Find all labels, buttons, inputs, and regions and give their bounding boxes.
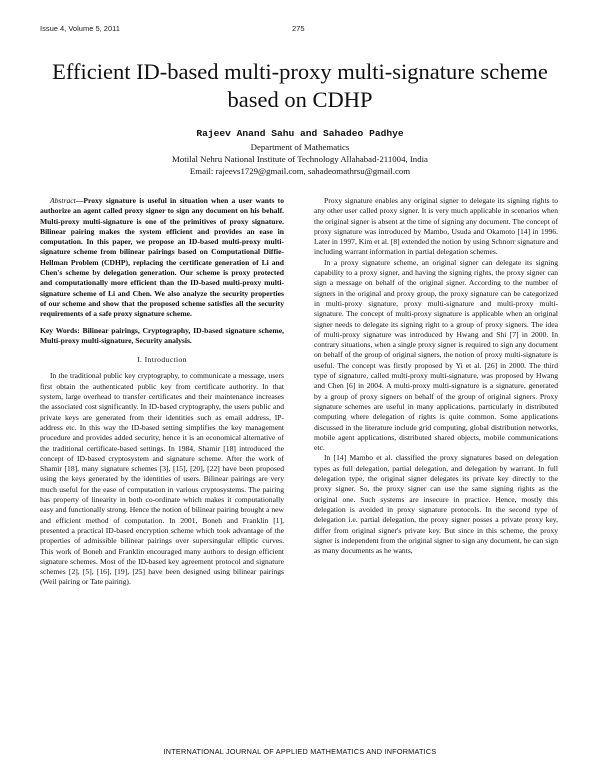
keywords: Key Words: Bilinear pairings, Cryptography, ID-based signature scheme, Multi-proxy multi-signature, Security analysis. [40, 325, 284, 345]
paper-title: Efficient ID-based multi-proxy multi-signature scheme based on CDHP [52, 59, 548, 112]
journal-footer: INTERNATIONAL JOURNAL OF APPLIED MATHEMATICS AND INFORMATICS [163, 747, 437, 756]
affiliation-institute: Motilal Nehru National Institute of Technology Allahabad-211004, India [172, 154, 428, 164]
affiliation-department: Department of Mathematics [250, 142, 350, 152]
abstract-body: Proxy signature is useful in situation when a user wants to authorize an agent called proxy signer to sign any document on his behalf. Multi-proxy multi-signature is one of the primitives of proxy signature. Bilinear pairing makes the system efficient and provides an ease in computation. In this paper, we propose an ID-based multi-proxy multi-signature scheme from bilinear pairings based on Computational Diffie-Hellman Problem (CDHP), replacing the certificate generation of Li and Chen's scheme by delegation generation. Our scheme is proxy protected and computationally more efficient than the ID-based multi-proxy multi-signature scheme of Li and Chen. We also analyze the security properties of our scheme and show that the proposed scheme satisfies all the security requirements of a safe proxy signature scheme. [40, 196, 284, 319]
abstract-label: Abstract [50, 196, 76, 205]
authors: Rajeev Anand Sahu and Sahadeo Padhye [196, 128, 404, 139]
right-column [314, 196, 558, 556]
section-heading-introduction: I. Introduction [137, 355, 187, 365]
paragraph-proxy-scheme: In a proxy signature scheme, an original signer can delegate its signing capability to a proxy signer, and having the signing rights, the proxy signer can sign a message on behalf of the original signer. According to the number of signers in the original and proxy group, the proxy signature can be categorized in multi-proxy signature, proxy multi-signature and multi-proxy multi-signature. The concept of multi-proxy signature is applicable when an original signer needs to delegate its signing right to a group of proxy signers. The idea of multi-proxy signature was introduced by Hwang and Shi [7] in 2000. In contrary situations, when a single proxy signer is required to sign any document on behalf of the group of original signers, the notion of proxy multi-signature is useful. The concept was firstly proposed by Yi et al. [26] in 2000. The third type of signature, called multi-proxy multi-signature, was proposed by Hwang and Chen [6] in 2004. A multi-proxy multi-signature is a signature, generated by a group of proxy signers on behalf of the group of original signers. Proxy signature schemes are useful in many applications, particularly in distributed computing where delegation of rights is quite common. Some applications discussed in the literature include grid computing, global distribution networks, mobile agent applications, distributed shared objects, mobile communications etc. [314, 257, 558, 453]
paragraph-proxy-signature: Proxy signature enables any original signer to delegate its signing rights to any other user called proxy signer. It is very much applicable in scenarios when the original signer is absent at the time of signing any document. The concept of proxy signature was introduced by Mambo, Usuda and Okamoto [14] in 1996. Later in 1997, Kim et al. [8] extended the notion by using Schnorr signature and including warrant information in partial delegation schemes. [314, 196, 558, 257]
running-header: Issue 4, Volume 5, 2011 [40, 24, 120, 33]
left-column [40, 196, 284, 588]
page-number: 275 [292, 24, 305, 33]
abstract: Abstract—Proxy signature is useful in situation when a user wants to authorize an agent called proxy signer to sign any document on his behalf. Multi-proxy multi-signature is one of the primitives of proxy signature. Bilinear pairing makes the system efficient and provides an ease in computation. In this paper, we propose an ID-based multi-proxy multi-signature scheme from bilinear pairings based on Computational Diffie-Hellman Problem (CDHP), replacing the certificate generation of Li and Chen's scheme by delegation generation. Our scheme is proxy protected and computationally more efficient than the ID-based multi-proxy multi-signature scheme of Li and Chen. We also analyze the security properties of our scheme and show that the proposed scheme satisfies all the security requirements of a safe proxy signature scheme. [40, 196, 284, 319]
paragraph-delegation-types: In [14] Mambo et al. classified the proxy signatures based on delegation types as full delegation, partial delegation, and delegation by warrant. In full delegation type, the original signer delegates its private key directly to the proxy signer. So, the proxy signer can use the same signing rights as the original one. Such systems are insecure in practice. Hence, mostly this delegation is avoided in proxy signature protocols. In the second type of delegation i.e. partial delegation, the proxy signer posses a private proxy key, differ from original signer's private key. But since in this scheme, the proxy signer is independent from the original signer to sign any document, he can sign as many documents as he wants, [314, 453, 558, 556]
affiliation-email: Email: rajeevs1729@gmail.com, sahadeomathrsu@gmail.com [189, 166, 411, 176]
intro-paragraph: In the traditional public key cryptography, to communicate a message, users first obtain the authenticated public key from certificate authority. In that system, large overhead to transfer certificates and their maintenance increases the associated cost significantly. In ID-based cryptography, the users public and private keys are generated from their identities such as email address, IP-address etc. In this way the ID-based setting simplifies the key management procedure and provides added security, hence it is an economical alternative of the traditional certificate-based settings. In 1984, Shamir [18] introduced the concept of ID-based cryptosystem and signature scheme. After the work of Shamir [18], many signature schemes [3], [15], [20], [22] have been proposed using the keys generated by the identities of users. Bilinear pairings are very much useful for the ease of computation in various cryptosystems. The pairing has property of linearity in both co-ordinate which makes it computationally easy and functionally strong. Hence the notion of bilinear pairing brought a new and efficient method of computation. In 2001, Boneh and Franklin [1], presented a practical ID-based encryption scheme which took advantage of the properties of admissible bilinear pairings over supersingular elliptic curves. This work of Boneh and Franklin encouraged many authors to design efficient signature schemes. Most of the ID-based key agreement protocol and signature schemes [2], [5], [16], [19], [25] have been designed using bilinear pairings (Weil pairing or Tate pairing). [40, 371, 284, 587]
